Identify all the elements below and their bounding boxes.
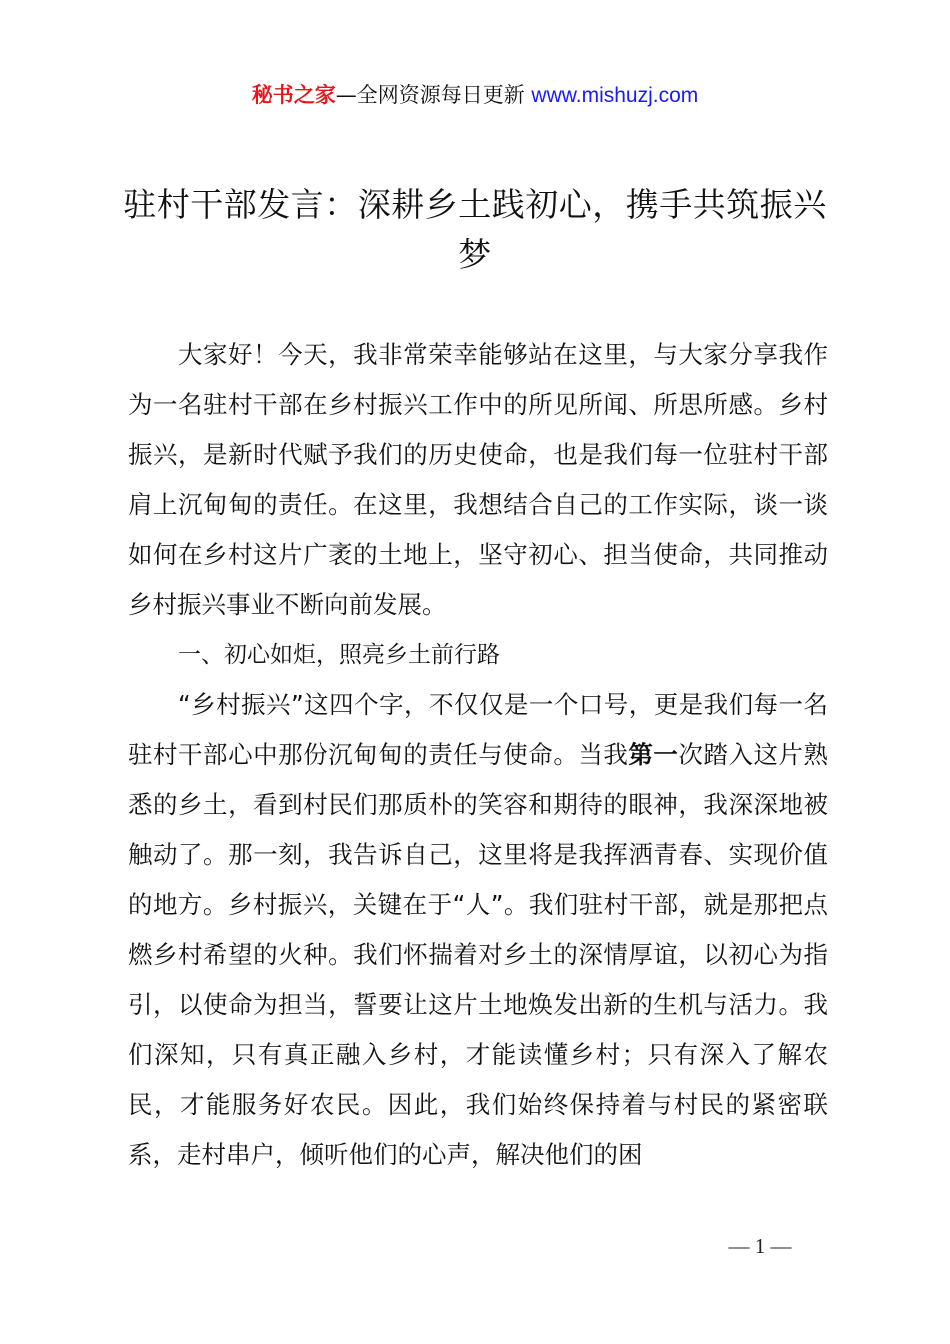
emphasized-text: 第一 [628, 740, 679, 769]
brand-name: 秘书之家 [251, 83, 336, 107]
paragraph-text-rest: 次踏入这片熟悉的乡土，看到村民们那质朴的笑容和期待的眼神，我深深地被触动了。那一刻，我告诉自己，这里将是我挥洒青春、实现价值的地方。乡村振兴，关键在于“人”。我们驻村干部，就是那把点燃乡村希望的火种。我们怀揣着对乡土的深情厚谊，以初心为指引，以使命为担当，誓要让这片土地焕发出新的生机与活力。我们深知，只有真正融入乡村，才能读懂乡村；只有深入了解农民，才能服务好农民。因此，我们始终保持着与村民的紧密联系，走村串户，倾听他们的心声，解决他们的困 [128, 740, 829, 1169]
intro-paragraph: 大家好！今天，我非常荣幸能够站在这里，与大家分享我作为一名驻村干部在乡村振兴工作中的所见所闻、所思所感。乡村振兴，是新时代赋予我们的历史使命，也是我们每一位驻村干部肩上沉甸甸的责任。在这里，我想结合自己的工作实际，谈一谈如何在乡村这片广袤的土地上，坚守初心、担当使命，共同推动乡村振兴事业不断向前发展。 [128, 340, 828, 619]
document-title: 驻村干部发言：深耕乡土践初心，携手共筑振兴梦 [123, 185, 827, 274]
document-body [128, 330, 828, 1180]
header-tagline: —全网资源每日更新 [335, 83, 532, 107]
section-heading: 一、初心如炬，照亮乡土前行路 [178, 642, 500, 668]
page-number: — 1 — [728, 1234, 792, 1258]
section-paragraph [128, 680, 828, 1180]
site-url-link[interactable]: www.mishuzj.com [531, 84, 699, 107]
page-header [0, 80, 950, 111]
paragraph-text-start: “乡村振兴”这四个字，不仅仅是一个口号，更是我们每一名驻村干部心中那份沉甸甸的责任与使命。当我 [128, 690, 828, 769]
